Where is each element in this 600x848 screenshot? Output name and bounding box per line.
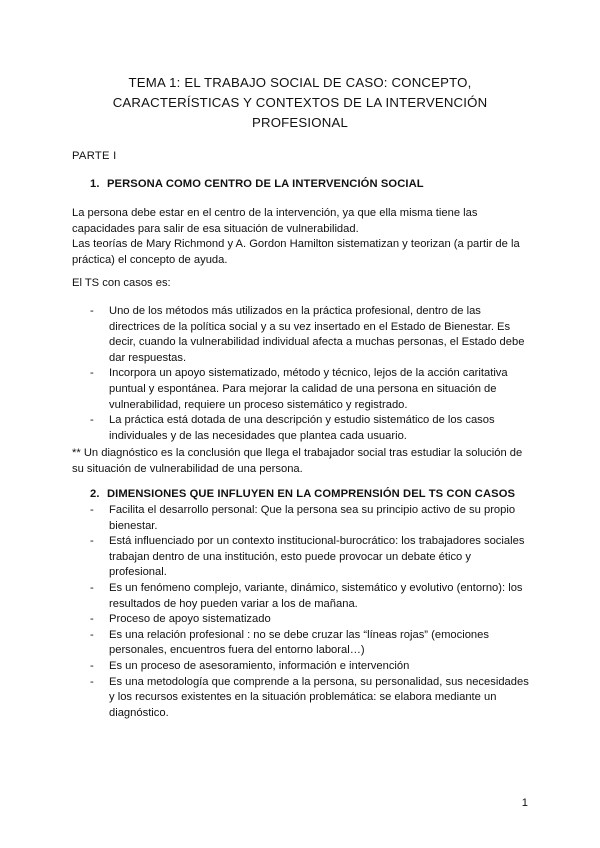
list-item	[90, 534, 530, 581]
list-dash: -	[90, 628, 94, 641]
text-line: directrices de la política social y a su vez insertado en el Estado de Bienestar. Es	[109, 320, 511, 333]
list-item	[90, 628, 530, 659]
text-line: decir, cuando la vulnerabilidad individual afecta a muchas personas, el Estado debe	[109, 336, 525, 349]
list-dash: -	[90, 305, 94, 317]
text-line: Proceso de apoyo sistematizado	[109, 613, 271, 626]
list-dash: -	[90, 613, 94, 626]
list-dash: -	[90, 504, 94, 516]
text-line: vulnerabilidad, requiere un proceso sistemático y registrado.	[109, 398, 408, 411]
text-line: y los recursos existentes en la situación problemática: se elabora mediante un	[109, 691, 497, 704]
section-number: 2.	[90, 488, 100, 500]
list-dash: -	[90, 414, 94, 427]
list-dash: -	[90, 535, 94, 548]
text-line: puntual y espontánea. Para mejorar la calidad de una persona en situación de	[109, 382, 497, 395]
text-line: dar respuestas.	[109, 351, 187, 364]
text-line: trabajan dentro de una institución, esto puede provocar un debate ético y	[109, 550, 471, 563]
text-line: Está influenciado por un contexto institucional-burocrático: los trabajadores sociales	[109, 535, 525, 548]
list-item	[90, 612, 530, 628]
text-line: su situación de vulnerabilidad de una persona.	[72, 462, 303, 475]
list-item	[90, 659, 530, 675]
text-line: práctica) el concepto de ayuda.	[72, 253, 228, 266]
list-dash: -	[90, 675, 94, 688]
text-line: Uno de los métodos más utilizados en la práctica profesional, dentro de las	[109, 305, 481, 317]
text-line: Facilita el desarrollo personal: Que la persona sea su principio activo de su propio	[109, 504, 516, 516]
text-line: La práctica está dotada de una descripción y estudio sistemático de los casos	[109, 414, 495, 427]
list-item	[90, 304, 530, 366]
text-line: La persona debe estar en el centro de la intervención, ya que ella misma tiene las	[72, 207, 478, 219]
text-line: ** Un diagnóstico es la conclusión que llega el trabajador social tras estudiar la solución de	[72, 447, 523, 459]
section-number: 1.	[90, 178, 100, 190]
list-item	[90, 503, 530, 534]
document-title	[60, 73, 540, 133]
section-2-heading	[90, 488, 515, 500]
text-line: Es una metodología que comprende a la persona, su personalidad, sus necesidades	[109, 675, 529, 688]
text-line: diagnóstico.	[109, 706, 169, 719]
text-line: resultados de hoy pueden variar a los de mañana.	[109, 597, 358, 610]
part-label: PARTE I	[72, 150, 117, 162]
section-2-list	[90, 503, 530, 721]
text-line: Es una relación profesional : no se debe cruzar las “líneas rojas” (emociones	[109, 628, 489, 641]
ts-label: El TS con casos es:	[72, 277, 171, 289]
section-1-list	[90, 304, 530, 444]
list-item	[90, 366, 530, 413]
list-item	[90, 413, 530, 444]
diagnosis-note	[72, 446, 532, 477]
list-item	[90, 675, 530, 722]
text-line: Es un proceso de asesoramiento, información e intervención	[109, 659, 410, 672]
list-dash: -	[90, 581, 94, 594]
text-line: profesional.	[109, 566, 167, 579]
text-line: bienestar.	[109, 519, 158, 532]
text-line: personales, encuentros fuera del entorno laboral…)	[109, 644, 365, 657]
page-number: 1	[521, 797, 528, 809]
section-heading-text: DIMENSIONES QUE INFLUYEN EN LA COMPRENSIÓN DEL TS CON CASOS	[107, 488, 516, 500]
title-line: PROFESIONAL	[252, 115, 348, 130]
section-1-heading	[90, 178, 424, 190]
list-dash: -	[90, 367, 94, 380]
text-line: Incorpora un apoyo sistematizado, método y técnico, lejos de la acción caritativa	[109, 367, 508, 380]
list-item	[90, 581, 530, 612]
title-line: CARACTERÍSTICAS Y CONTEXTOS DE LA INTERVENCIÓN	[112, 95, 488, 110]
section-1-intro	[72, 206, 532, 268]
title-line: TEMA 1: EL TRABAJO SOCIAL DE CASO: CONCEPTO,	[128, 75, 472, 90]
text-line: individuales y de las necesidades que plantea cada usuario.	[109, 429, 407, 442]
text-line: Las teorías de Mary Richmond y A. Gordon Hamilton sistematizan y teorizan (a partir de la	[72, 238, 520, 251]
text-line: Es un fenómeno complejo, variante, dinámico, sistemático y evolutivo (entorno): los	[109, 581, 523, 594]
section-heading-text: PERSONA COMO CENTRO DE LA INTERVENCIÓN SOCIAL	[107, 178, 424, 190]
list-dash: -	[90, 659, 94, 672]
text-line: capacidades para salir de esa situación de vulnerabilidad.	[72, 222, 359, 235]
